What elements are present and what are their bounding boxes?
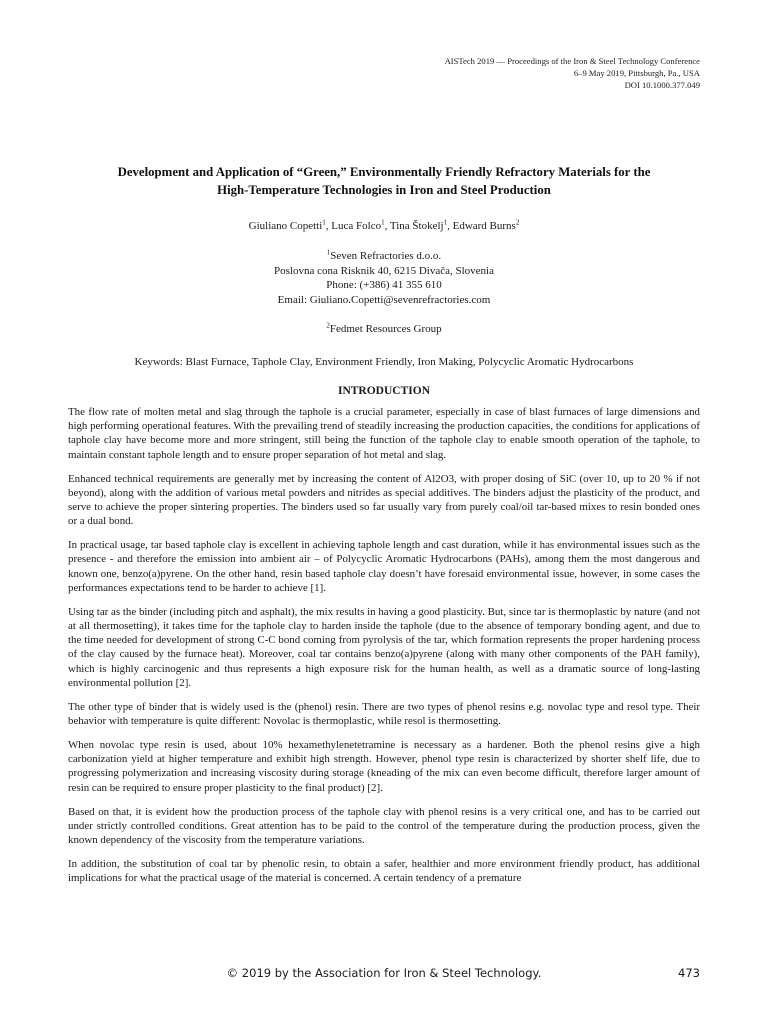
affiliation-email: Email: Giuliano.Copetti@sevenrefractories.com [277, 293, 491, 306]
conference-date-location: 6–9 May 2019, Pittsburgh, Pa., USA [573, 68, 700, 78]
conference-header [445, 55, 700, 91]
paragraph: In practical usage, tar based taphole clay is excellent in achieving taphole length and cast duration, while it has environmental issues such as the presence - and therefore the emission into ambient air – of Polycyclic Aromatic Hydrocarbons (PAHs), among them the most dangerous and known one, benzo(a)pyrene. On the other hand, resin based taphole clay doesn’t have foresaid environmental issue, however, in some cases the performances expectations tend to be harder to achieve [1]. [68, 539, 700, 594]
paragraph: Using tar as the binder (including pitch and asphalt), the mix results in having a good plasticity. But, since tar is thermoplastic by nature (and not at all thermosetting), it takes time for the taphole clay to harden inside the taphole (due to the absence of temporary bonding agent, and due to the time needed for development of strong C-C bond coming from pyrolysis of the tar, which formation represents the proper hardening process of the clay caused by the furnace heat). Moreover, coal tar contains benzo(a)pyrene (along with many other components of the PAH family), which is highly carcinogenic and thus represents a high exposure risk for the human health, as well as a dramatic source of long-lasting environmental pollution [2]. [68, 605, 700, 689]
affiliation-marker: 1 [326, 248, 331, 257]
paragraph: Based on that, it is evident how the production process of the taphole clay with phenol resins is a very critical one, and has to be carried out under strictly controlled conditions. Great attention has to be paid to the control of the temperature during the production process, given the known dependency of the viscosity from the temperature variations. [68, 805, 700, 847]
affiliation-address: Poslovna cona Risknik 40, 6215 Divača, Slovenia [274, 264, 494, 277]
paper-title-line-1: Development and Application of “Green,” Environmentally Friendly Refractory Materials for the [117, 165, 651, 179]
author-name: Edward Burns [452, 220, 516, 232]
section-heading: INTRODUCTION [337, 385, 430, 397]
affiliation-1 [0, 249, 768, 307]
affiliation-marker: 2 [515, 218, 520, 227]
paragraph: In addition, the substitution of coal tar by phenolic resin, to obtain a safer, healthier and more environment friendly product, has additional implications for what the practical usage of the material is concerned. A certain tendency of a premature [68, 858, 700, 885]
affiliation-marker: 2 [326, 321, 330, 330]
author-separator: , [447, 220, 453, 232]
keywords: Keywords: Blast Furnace, Taphole Clay, Environment Friendly, Iron Making, Polycyclic Aromatic Hydrocarbons [134, 356, 634, 368]
author-list [0, 219, 768, 233]
author-separator: , [384, 220, 390, 232]
author-separator: , [325, 220, 332, 232]
author-name: Tina Štokelj [389, 220, 444, 232]
author-name: Luca Folco [331, 220, 382, 232]
paper-title-line-2: High-Temperature Technologies in Iron and Steel Production [217, 183, 551, 197]
doi: DOI 10.1000.377.049 [624, 80, 700, 90]
affiliation-marker: 1 [381, 218, 385, 227]
paper-title [60, 163, 708, 199]
page-number: 473 [678, 966, 700, 980]
conference-name: AISTech 2019 — Proceedings of the Iron & Steel Technology Conference [444, 56, 700, 66]
affiliation-name: Seven Refractories d.o.o. [330, 250, 442, 262]
affiliation-phone: Phone: (+386) 41 355 610 [326, 279, 442, 292]
affiliation-name: Fedmet Resources Group [329, 323, 442, 335]
affiliation-marker: 1 [443, 218, 448, 227]
section-body [68, 405, 700, 895]
copyright-notice: © 2019 by the Association for Iron & Steel Technology. [226, 966, 542, 980]
paragraph: When novolac type resin is used, about 10% hexamethylenetetramine is necessary as a hardener. Both the phenol resins give a high carbonization yield at higher temperature and exhibit high strength. However, phenol type resin is characterized by shorter shelf life, due to progressing polymerization and increasing viscosity during storage (kneading of the mix can even become difficult, therefore larger amount of resin can be required to ensure proper plasticity to the final product) [2]. [68, 739, 700, 794]
affiliation-marker: 1 [322, 218, 326, 227]
paragraph: Enhanced technical requirements are generally met by increasing the content of Al2O3, with proper dosing of SiC (over 10, up to 20 % if not beyond), along with the addition of various metal powders and nitrides as special additives. The binders adjust the plasticity of the product, and serve to achieve the proper sintering properties. The binders used so far usually vary from purely coal/oil tar-based mixes to resin bonded ones or a dual bond. [68, 472, 700, 528]
author-name: Giuliano Copetti [248, 220, 323, 232]
paragraph: The other type of binder that is widely used is the (phenol) resin. There are two types of phenol resins e.g. novolac type and resol type. Their behavior with temperature is quite different: Novolac is thermoplastic, while resol is thermosetting. [68, 700, 700, 728]
affiliation-2 [0, 322, 768, 336]
paragraph: The flow rate of molten metal and slag through the taphole is a crucial parameter, especially in case of blast furnaces of large dimensions and high performing operational features. With the prevailing trend of steadily increasing the production capacities, the conditions for applications of taphole clay have become more and more stringent, still being the function of the taphole clay to enable smooth operation of the taphole, to maintain constant taphole length and to ensure proper separation of hot metal and slag. [68, 406, 700, 461]
